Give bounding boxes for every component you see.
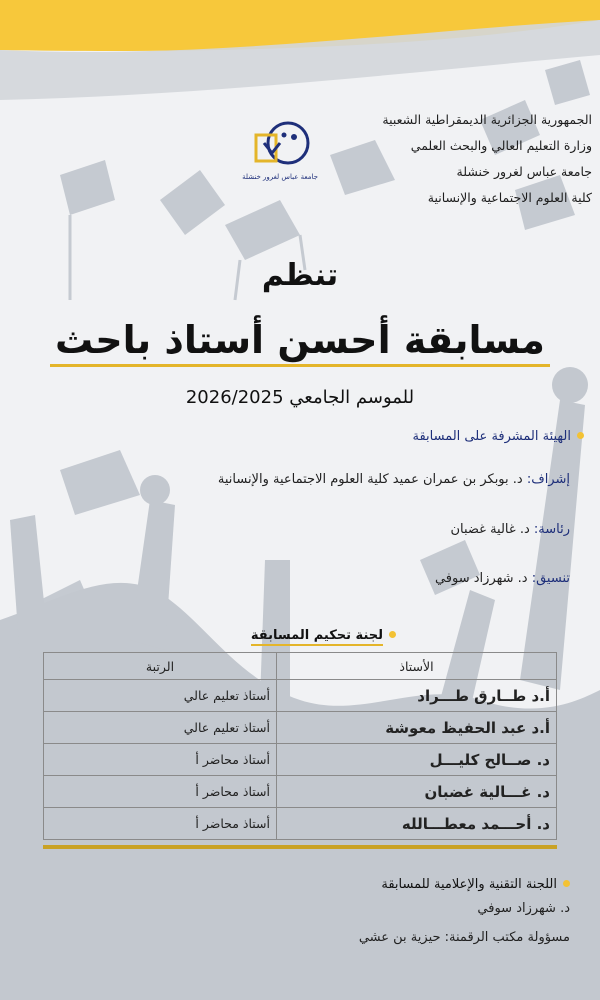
institution-header — [292, 107, 592, 211]
role-presidency — [10, 522, 570, 537]
university-logo — [238, 115, 318, 195]
role-key: إشراف: — [526, 472, 570, 487]
role-value: د. شهرزاد سوفي — [434, 571, 528, 586]
jury-rank: أستاذ محاضر أ — [44, 744, 277, 776]
role-key: رئاسة: — [533, 522, 570, 537]
jury-rank: أستاذ محاضر أ — [44, 808, 277, 840]
header-faculty: كلية العلوم الاجتماعية والإنسانية — [427, 190, 592, 205]
header-professor: الأستاذ — [277, 653, 557, 680]
header-republic: الجمهورية الجزائرية الديمقراطية الشعبية — [382, 112, 592, 127]
supervising-body-heading — [184, 425, 584, 444]
title-underline — [50, 364, 550, 367]
table-bottom-rule — [43, 845, 557, 849]
jury-table — [43, 652, 557, 840]
jury-name: أ.د طــارق طـــراد — [277, 680, 557, 712]
header-ministry: وزارة التعليم العالي والبحث العلمي — [410, 138, 592, 153]
jury-name: د. غـــالية غضبان — [277, 776, 557, 808]
bullet-icon — [389, 631, 396, 638]
academic-season: للموسم الجامعي 2026/2025 — [185, 387, 415, 408]
technical-committee-heading — [170, 873, 570, 892]
jury-rank: أستاذ تعليم عالي — [44, 712, 277, 744]
organizes-heading: تنظم — [261, 258, 339, 293]
role-supervision — [10, 472, 570, 487]
table-row — [44, 744, 557, 776]
jury-name: د. أحـــمد معطـــالله — [277, 808, 557, 840]
logo-caption: جامعة عباس لغرور خنشلة — [242, 173, 318, 181]
jury-rank: أستاذ تعليم عالي — [44, 680, 277, 712]
jury-name: د. صــالح كليـــل — [277, 744, 557, 776]
jury-rank: أستاذ محاضر أ — [44, 776, 277, 808]
technical-committee-title: اللجنة التقنية والإعلامية للمسابقة — [381, 877, 557, 892]
table-row — [44, 712, 557, 744]
table-row — [44, 776, 557, 808]
jury-heading — [16, 624, 396, 643]
table-row — [44, 680, 557, 712]
role-key: تنسيق: — [531, 571, 570, 586]
bullet-icon — [577, 432, 584, 439]
table-header-row — [44, 653, 557, 680]
role-value: د. بوبكر بن عمران عميد كلية العلوم الاجتماعية والإنسانية — [217, 472, 523, 487]
role-coordination — [10, 571, 570, 586]
table-row — [44, 808, 557, 840]
role-value: د. غالية غضبان — [450, 522, 530, 537]
header-rank: الرتبة — [44, 653, 277, 680]
supervising-body-title: الهيئة المشرفة على المسابقة — [412, 429, 571, 444]
jury-title: لجنة تحكيم المسابقة — [251, 628, 383, 646]
header-university: جامعة عباس لغرور خنشلة — [456, 164, 592, 179]
technical-member: د. شهرزاد سوفي — [477, 901, 570, 916]
competition-title: مسابقة أحسن أستاذ باحث — [55, 318, 545, 362]
jury-name: أ.د عبد الحفيظ معوشة — [277, 712, 557, 744]
bullet-icon — [563, 880, 570, 887]
digitization-office-head: مسؤولة مكتب الرقمنة: حيزية بن عشي — [358, 930, 570, 945]
